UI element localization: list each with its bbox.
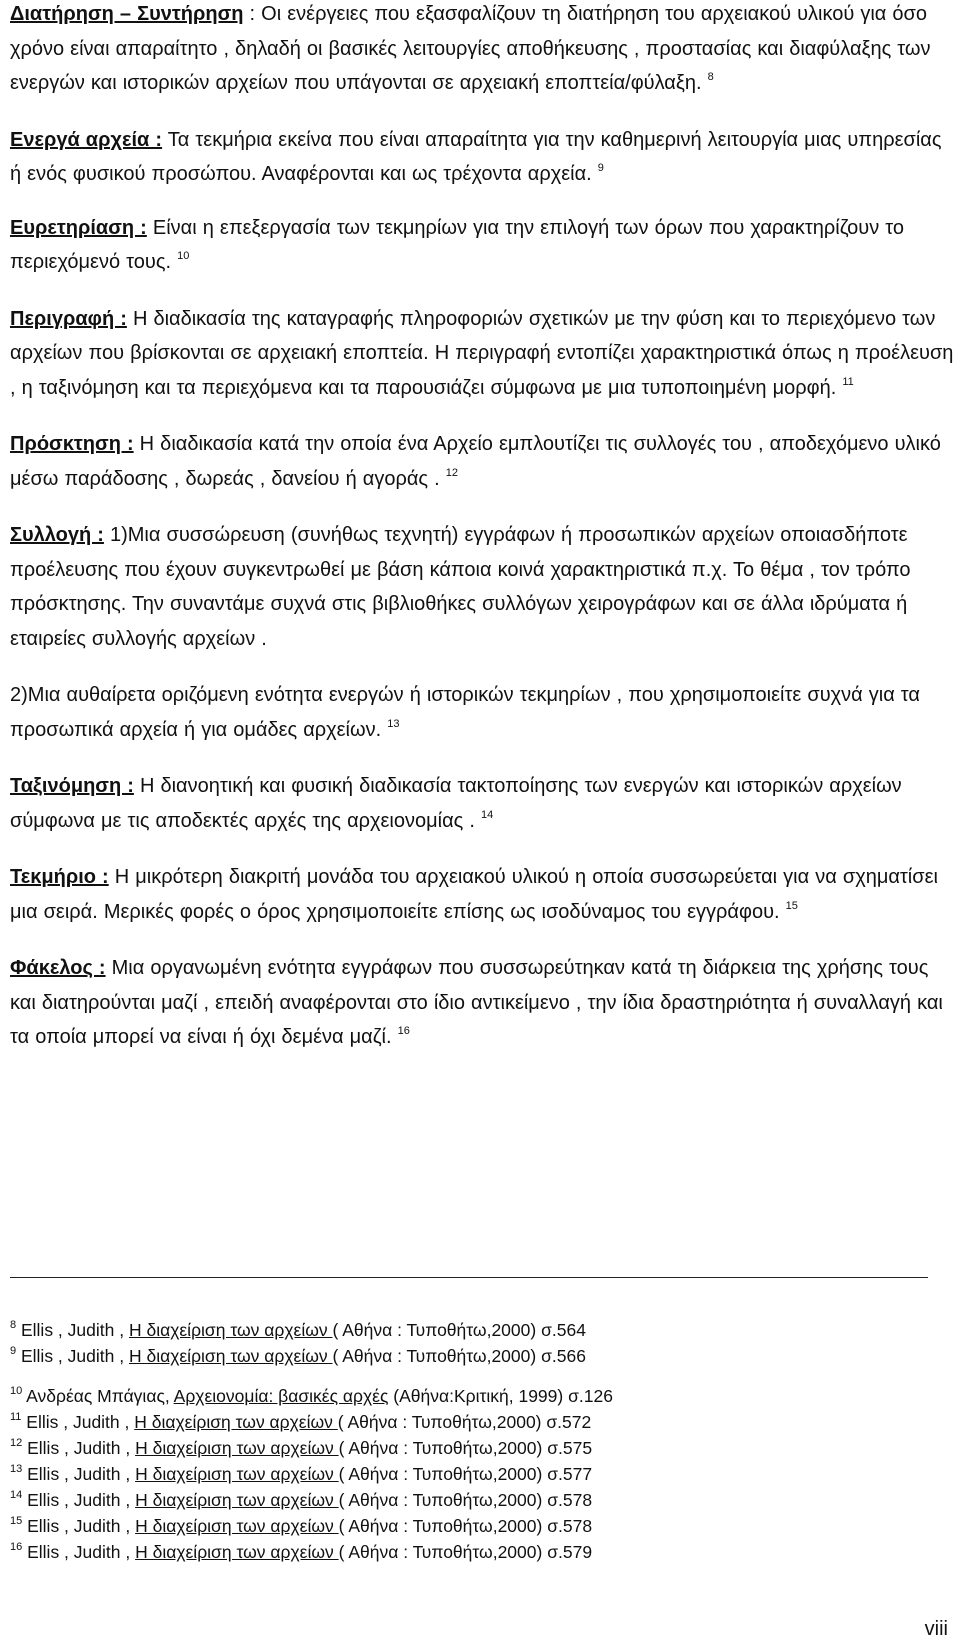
entry-text: Είναι η επεξεργασία των τεκμηρίων για την επιλογή των όρων που χαρακτηρίζουν το περιεχόμενό τους. <box>10 216 905 273</box>
footnote-number: 15 <box>10 1515 23 1527</box>
footnote <box>10 1487 930 1513</box>
footnote-citation: ( Αθήνα : Τυποθήτω,2000) σ.572 <box>337 1412 592 1432</box>
footnote-ref[interactable]: 10 <box>177 250 190 262</box>
footnote-citation: ( Αθήνα : Τυποθήτω,2000) σ.566 <box>332 1346 586 1366</box>
footnote-author: Ellis , Judith , <box>22 1542 136 1562</box>
footnote-author: Ellis , Judith , <box>16 1320 129 1340</box>
footnote-ref[interactable]: 15 <box>785 899 798 912</box>
entry-text: Η διανοητική και φυσική διαδικασία τακτοποίησης των ενεργών και ιστορικών αρχείων σύμφωνα με τις αποδεκτές αρχές της αρχειονομίας . <box>10 775 902 832</box>
footnote-citation: ( Αθήνα : Τυποθήτω,2000) σ.564 <box>332 1320 586 1340</box>
entry-classification <box>10 769 955 838</box>
entry-collection-2 <box>10 678 955 747</box>
footnote-title: Η διαχείριση των αρχείων <box>135 1542 339 1562</box>
footnote-number: 10 <box>10 1385 23 1397</box>
footnote-author: Ellis , Judith , <box>21 1412 135 1432</box>
entry-acquisition <box>10 427 955 496</box>
footnote <box>10 1461 930 1487</box>
entry-term: Πρόσκτηση : <box>10 433 134 455</box>
footnote-ref[interactable]: 16 <box>397 1025 410 1037</box>
entry-text: Η μικρότερη διακριτή μονάδα του αρχειακού υλικού η οποία συσσωρεύεται για να σχηματίσει μια σειρά. Μερικές φορές ο όρος χρησιμοποιείτε επίσης ως ισοδύναμος του εγγράφου. <box>10 866 938 923</box>
entry-term: Τεκμήριο : <box>10 866 109 888</box>
page-number: viii <box>924 1618 948 1640</box>
entry-file <box>10 951 955 1055</box>
footnote-citation: ( Αθήνα : Τυποθήτω,2000) σ.577 <box>338 1464 593 1484</box>
footnote <box>10 1539 930 1565</box>
footnote-author: Ellis , Judith , <box>16 1346 129 1366</box>
entry-text: 2)Μια αυθαίρετα οριζόμενη ενότητα ενεργών ή ιστορικών τεκμηρίων , που χρησιμοποιείτε συχνά για τα προσωπικά αρχεία ή για ομάδες αρχείων. <box>10 684 920 741</box>
footnote-title: Η διαχείριση των αρχείων <box>135 1516 339 1536</box>
footnote-separator <box>10 1277 928 1278</box>
footnote-title: Αρχειονομία: βασικές αρχές <box>173 1386 389 1406</box>
footnote-ref[interactable]: 13 <box>387 717 400 730</box>
footnote-number: 16 <box>10 1541 23 1553</box>
entry-text: Μια οργανωμένη ενότητα εγγράφων που συσσωρεύτηκαν κατά τη διάρκεια της χρήσης τους και διατηρούνται μαζί , επειδή αναφέρονται στο ίδιο αντικείμενο , την ίδια δραστηριότητα ή συναλλαγή και τα οποία μπορεί να είναι ή όχι δεμένα μαζί. <box>10 957 943 1048</box>
footnote-citation: ( Αθήνα : Τυποθήτω,2000) σ.578 <box>338 1516 593 1536</box>
footnote-title: Η διαχείριση των αρχείων <box>135 1490 339 1510</box>
footnote-citation: (Αθήνα:Κριτική, 1999) σ.126 <box>388 1386 613 1406</box>
footnote-citation: ( Αθήνα : Τυποθήτω,2000) σ.575 <box>338 1438 593 1458</box>
entry-separator: : <box>243 3 256 25</box>
footnote-author: Ellis , Judith , <box>22 1490 136 1510</box>
entry-record-item <box>10 860 955 929</box>
entry-collection <box>10 518 955 656</box>
footnote-author: Ανδρέας Μπάγιας, <box>22 1386 174 1406</box>
footnote-title: Η διαχείριση των αρχείων <box>134 1412 338 1432</box>
footnote-number: 9 <box>10 1345 17 1357</box>
footnote <box>10 1435 930 1461</box>
footnote-author: Ellis , Judith , <box>22 1516 136 1536</box>
footnote-citation: ( Αθήνα : Τυποθήτω,2000) σ.579 <box>338 1542 593 1562</box>
footnote-number: 14 <box>10 1489 23 1501</box>
entry-term: Διατήρηση – Συντήρηση <box>10 3 244 25</box>
footnote-title: Η διαχείριση των αρχείων <box>135 1464 339 1484</box>
footnote-ref[interactable]: 11 <box>842 375 854 388</box>
entry-term: Ενεργά αρχεία : <box>10 128 163 151</box>
footnote-number: 13 <box>10 1463 23 1475</box>
footnote <box>10 1317 930 1343</box>
entry-description <box>10 302 955 406</box>
entry-term: Περιγραφή : <box>10 307 127 330</box>
footnote <box>10 1343 930 1369</box>
entry-text: Οι ενέργειες που εξασφαλίζουν τη διατήρηση του αρχειακού υλικού για όσο χρόνο είναι απαραίτητο , δηλαδή οι βασικές λειτουργίες αποθήκευσης , προστασίας και διαφύλαξης των ενεργών και ιστορικών αρχείων που υπάγονται σε αρχειακή εποπτεία/φύλαξη. <box>10 3 931 94</box>
entry-text: Η διαδικασία της καταγραφής πληροφοριών σχετικών με την φύση και το περιεχόμενο των αρχείων που βρίσκονται σε αρχειακή εποπτεία. Η περιγραφή εντοπίζει χαρακτηριστικά όπως η προέλευση , η ταξινόμηση και τα περιεχόμενα και τα παρουσιάζει σύμφωνα με μια τυποποιημένη μορφή. <box>10 307 954 399</box>
footnote-number: 12 <box>10 1437 23 1449</box>
footnote <box>10 1409 930 1435</box>
entry-term: Ευρετηρίαση : <box>10 216 147 239</box>
footnote-number: 11 <box>10 1411 22 1423</box>
footnote-number: 8 <box>10 1319 17 1331</box>
footnote-title: Η διαχείριση των αρχείων <box>128 1346 333 1366</box>
footnote-ref[interactable]: 14 <box>480 808 494 821</box>
entry-term: Ταξινόμηση : <box>10 775 134 797</box>
footnote <box>10 1513 930 1539</box>
entry-text: Τα τεκμήρια εκείνα που είναι απαραίτητα για την καθημερινή λειτουργία μιας υπηρεσίας ή ενός φυσικού προσώπου. Αναφέρονται και ως τρέχοντα αρχεία. <box>10 128 942 185</box>
entry-preservation <box>10 0 955 101</box>
footnote-title: Η διαχείριση των αρχείων <box>135 1438 339 1458</box>
entry-indexing <box>10 211 955 280</box>
entry-text: 1)Μια συσσώρευση (συνήθως τεχνητή) εγγράφων ή προσωπικών αρχείων οποιασδήποτε προέλευσης που έχουν συγκεντρωθεί με βάση κάποια κοινά χαρακτηριστικά π.χ. Το θέμα , τον τρόπο πρόσκτησης. Την συναντάμε συχνά στις βιβλιοθήκες συλλόγων χειρογράφων και σε άλλα ιδρύματα ή εταιρείες συλλογής αρχείων . <box>10 524 911 650</box>
footnote-author: Ellis , Judith , <box>22 1464 136 1484</box>
entry-text: Η διαδικασία κατά την οποία ένα Αρχείο εμπλουτίζει τις συλλογές του , αποδεχόμενο υλικό μέσω παράδοσης , δωρεάς , δανείου ή αγοράς . <box>10 433 941 490</box>
footnote-ref[interactable]: 12 <box>445 466 458 479</box>
entry-active-records <box>10 123 955 192</box>
footnote-citation: ( Αθήνα : Τυποθήτω,2000) σ.578 <box>338 1490 593 1510</box>
footnotes <box>10 1317 930 1565</box>
footnote <box>10 1383 930 1409</box>
footnote-author: Ellis , Judith , <box>22 1438 136 1458</box>
footnote-title: Η διαχείριση των αρχείων <box>128 1320 333 1340</box>
entry-term: Φάκελος : <box>10 957 106 979</box>
glossary-body <box>10 0 955 1055</box>
entry-term: Συλλογή : <box>10 524 104 546</box>
footnote-ref[interactable]: 8 <box>707 71 714 83</box>
footnote-ref[interactable]: 9 <box>597 162 604 174</box>
